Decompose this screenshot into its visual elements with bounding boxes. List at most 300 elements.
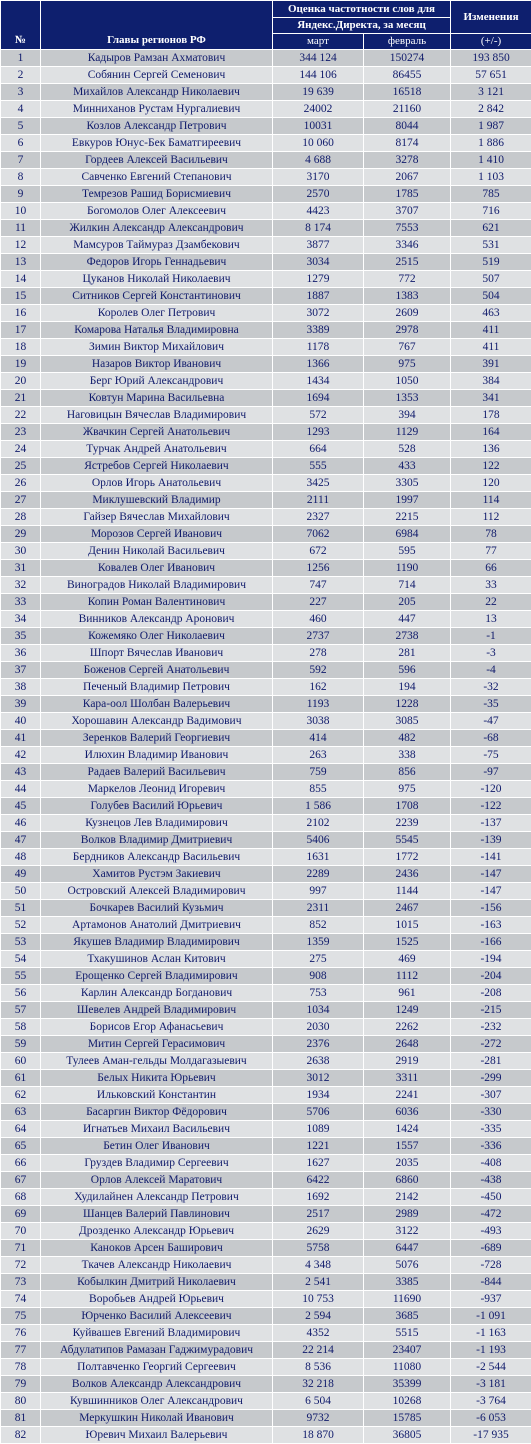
february-value: 338: [364, 747, 451, 764]
row-number: 15: [1, 288, 41, 305]
table-row: [1, 1036, 531, 1053]
change-value: -493: [451, 1223, 531, 1240]
february-value: 975: [364, 356, 451, 373]
change-value: -272: [451, 1036, 531, 1053]
change-value: 112: [451, 509, 531, 526]
change-value: -35: [451, 696, 531, 713]
governor-name: Козлов Александр Петрович: [41, 118, 273, 135]
row-number: 11: [1, 220, 41, 237]
february-value: 2436: [364, 866, 451, 883]
change-value: -307: [451, 1087, 531, 1104]
change-value: -204: [451, 968, 531, 985]
governor-name: Бердников Александр Васильевич: [41, 849, 273, 866]
row-number: 64: [1, 1121, 41, 1138]
change-value: -163: [451, 917, 531, 934]
change-value: -4: [451, 662, 531, 679]
february-value: 856: [364, 764, 451, 781]
february-value: 1353: [364, 390, 451, 407]
march-value: 1934: [273, 1087, 364, 1104]
table-body: [1, 50, 531, 1444]
change-value: 3 121: [451, 84, 531, 101]
row-number: 14: [1, 271, 41, 288]
row-number: 27: [1, 492, 41, 509]
governor-name: Борисов Егор Афанасьевич: [41, 1019, 273, 1036]
row-number: 81: [1, 1410, 41, 1427]
table-row: [1, 696, 531, 713]
governor-name: Груздев Владимир Сергеевич: [41, 1155, 273, 1172]
row-number: 22: [1, 407, 41, 424]
table-row: [1, 237, 531, 254]
change-value: -336: [451, 1138, 531, 1155]
february-value: 3305: [364, 475, 451, 492]
change-value: -281: [451, 1053, 531, 1070]
governor-name: Голубев Василий Юрьевич: [41, 798, 273, 815]
change-value: -68: [451, 730, 531, 747]
february-value: 3385: [364, 1274, 451, 1291]
row-number: 70: [1, 1223, 41, 1240]
march-value: 6422: [273, 1172, 364, 1189]
governor-name: Мамсуров Таймураз Дзамбекович: [41, 237, 273, 254]
february-value: 2467: [364, 900, 451, 917]
row-number: 21: [1, 390, 41, 407]
governor-name: Белых Никита Юрьевич: [41, 1070, 273, 1087]
governor-name: Винников Александр Аронович: [41, 611, 273, 628]
change-value: -141: [451, 849, 531, 866]
february-value: 1015: [364, 917, 451, 934]
february-value: 1144: [364, 883, 451, 900]
table-row: [1, 798, 531, 815]
february-value: 8174: [364, 135, 451, 152]
row-number: 26: [1, 475, 41, 492]
march-value: 1089: [273, 1121, 364, 1138]
february-value: 2738: [364, 628, 451, 645]
change-value: -728: [451, 1257, 531, 1274]
table-row: [1, 1155, 531, 1172]
change-value: 1 886: [451, 135, 531, 152]
change-value: -156: [451, 900, 531, 917]
row-number: 76: [1, 1325, 41, 1342]
march-value: 1034: [273, 1002, 364, 1019]
february-value: 5545: [364, 832, 451, 849]
march-value: 1178: [273, 339, 364, 356]
governor-name: Печеный Владимир Петрович: [41, 679, 273, 696]
march-value: 3034: [273, 254, 364, 271]
march-value: 10031: [273, 118, 364, 135]
march-value: 2327: [273, 509, 364, 526]
february-value: 767: [364, 339, 451, 356]
february-value: 1772: [364, 849, 451, 866]
row-number: 45: [1, 798, 41, 815]
row-number: 8: [1, 169, 41, 186]
row-number: 56: [1, 985, 41, 1002]
row-number: 29: [1, 526, 41, 543]
february-value: 1785: [364, 186, 451, 203]
table-row: [1, 118, 531, 135]
governor-name: Ильковский Константин: [41, 1087, 273, 1104]
march-value: 2289: [273, 866, 364, 883]
february-value: 2262: [364, 1019, 451, 1036]
february-value: 1997: [364, 492, 451, 509]
table-row: [1, 220, 531, 237]
march-value: 1221: [273, 1138, 364, 1155]
february-value: 772: [364, 271, 451, 288]
february-value: 433: [364, 458, 451, 475]
governor-name: Гайзер Вячеслав Михайлович: [41, 509, 273, 526]
change-value: -232: [451, 1019, 531, 1036]
header-estimate-line2: Яндекс.Директа, за месяц: [273, 18, 451, 34]
march-value: 32 218: [273, 1376, 364, 1393]
governor-name: Королев Олег Петрович: [41, 305, 273, 322]
table-row: [1, 764, 531, 781]
table-row: [1, 1342, 531, 1359]
february-value: 2142: [364, 1189, 451, 1206]
march-value: 4423: [273, 203, 364, 220]
table-row: [1, 475, 531, 492]
governor-name: Морозов Сергей Иванович: [41, 526, 273, 543]
governor-name: Абдулатипов Рамазан Гаджимурадович: [41, 1342, 273, 1359]
row-number: 40: [1, 713, 41, 730]
governor-name: Ковалев Олег Иванович: [41, 560, 273, 577]
row-number: 44: [1, 781, 41, 798]
governor-name: Миклушевский Владимир: [41, 492, 273, 509]
table-row: [1, 577, 531, 594]
row-number: 63: [1, 1104, 41, 1121]
table-row: [1, 730, 531, 747]
change-value: 120: [451, 475, 531, 492]
change-value: -32: [451, 679, 531, 696]
march-value: 2638: [273, 1053, 364, 1070]
table-row: [1, 254, 531, 271]
change-value: -166: [451, 934, 531, 951]
governor-name: Шевелев Андрей Владимирович: [41, 1002, 273, 1019]
table-row: [1, 101, 531, 118]
march-value: 5758: [273, 1240, 364, 1257]
table-row: [1, 84, 531, 101]
table-row: [1, 560, 531, 577]
march-value: 263: [273, 747, 364, 764]
february-value: 23407: [364, 1342, 451, 1359]
change-value: -137: [451, 815, 531, 832]
row-number: 52: [1, 917, 41, 934]
february-value: 447: [364, 611, 451, 628]
march-value: 144 106: [273, 67, 364, 84]
february-value: 150274: [364, 50, 451, 67]
february-value: 36805: [364, 1427, 451, 1444]
change-value: -3 764: [451, 1393, 531, 1410]
february-value: 596: [364, 662, 451, 679]
table-row: [1, 288, 531, 305]
march-value: 1 586: [273, 798, 364, 815]
row-number: 62: [1, 1087, 41, 1104]
change-value: -139: [451, 832, 531, 849]
row-number: 32: [1, 577, 41, 594]
governor-name: Кувшинников Олег Александрович: [41, 1393, 273, 1410]
table-row: [1, 543, 531, 560]
row-number: 55: [1, 968, 41, 985]
march-value: 3389: [273, 322, 364, 339]
change-value: -147: [451, 883, 531, 900]
row-number: 46: [1, 815, 41, 832]
change-value: -335: [451, 1121, 531, 1138]
march-value: 3038: [273, 713, 364, 730]
table-row: [1, 67, 531, 84]
governor-name: Берг Юрий Александрович: [41, 373, 273, 390]
header-changes-unit: (+/-): [451, 34, 531, 50]
march-value: 278: [273, 645, 364, 662]
table-row: [1, 594, 531, 611]
change-value: -1 091: [451, 1308, 531, 1325]
governor-name: Ситников Сергей Константинович: [41, 288, 273, 305]
march-value: 2311: [273, 900, 364, 917]
row-number: 4: [1, 101, 41, 118]
governor-name: Жвачкин Сергей Анатольевич: [41, 424, 273, 441]
row-number: 82: [1, 1427, 41, 1444]
row-number: 59: [1, 1036, 41, 1053]
table-row: [1, 628, 531, 645]
table-row: [1, 424, 531, 441]
march-value: 4 348: [273, 1257, 364, 1274]
table-row: [1, 934, 531, 951]
change-value: -208: [451, 985, 531, 1002]
table-row: [1, 1189, 531, 1206]
table-row: [1, 1138, 531, 1155]
row-number: 65: [1, 1138, 41, 1155]
march-value: 1694: [273, 390, 364, 407]
february-value: 3311: [364, 1070, 451, 1087]
governor-name: Боженов Сергей Анатольевич: [41, 662, 273, 679]
change-value: 1 987: [451, 118, 531, 135]
row-number: 51: [1, 900, 41, 917]
march-value: 6 504: [273, 1393, 364, 1410]
change-value: -450: [451, 1189, 531, 1206]
row-number: 57: [1, 1002, 41, 1019]
change-value: -215: [451, 1002, 531, 1019]
change-value: -2 544: [451, 1359, 531, 1376]
governor-name: Федоров Игорь Геннадьевич: [41, 254, 273, 271]
february-value: 1383: [364, 288, 451, 305]
row-number: 48: [1, 849, 41, 866]
table-row: [1, 356, 531, 373]
change-value: 33: [451, 577, 531, 594]
table-row: [1, 1223, 531, 1240]
row-number: 43: [1, 764, 41, 781]
governor-name: Ткачев Александр Николаевич: [41, 1257, 273, 1274]
march-value: 9732: [273, 1410, 364, 1427]
row-number: 72: [1, 1257, 41, 1274]
february-value: 16518: [364, 84, 451, 101]
table-row: [1, 1053, 531, 1070]
change-value: -472: [451, 1206, 531, 1223]
table-row: [1, 1002, 531, 1019]
march-value: 1256: [273, 560, 364, 577]
governor-name: Орлов Игорь Анатольевич: [41, 475, 273, 492]
table-row: [1, 1087, 531, 1104]
table-row: [1, 135, 531, 152]
march-value: 1887: [273, 288, 364, 305]
change-value: 341: [451, 390, 531, 407]
march-value: 1293: [273, 424, 364, 441]
governor-name: Худилайнен Александр Петрович: [41, 1189, 273, 1206]
change-value: 193 850: [451, 50, 531, 67]
february-value: 2035: [364, 1155, 451, 1172]
change-value: -122: [451, 798, 531, 815]
header-march: март: [273, 34, 364, 50]
table-row: [1, 322, 531, 339]
february-value: 7553: [364, 220, 451, 237]
march-value: 664: [273, 441, 364, 458]
governor-name: Денин Николай Васильевич: [41, 543, 273, 560]
governor-name: Минниханов Рустам Нургалиевич: [41, 101, 273, 118]
row-number: 37: [1, 662, 41, 679]
change-value: 164: [451, 424, 531, 441]
governor-name: Тхакушинов Аслан Китович: [41, 951, 273, 968]
governor-name: Юрченко Василий Алексеевич: [41, 1308, 273, 1325]
governor-name: Ястребов Сергей Николаевич: [41, 458, 273, 475]
february-value: 961: [364, 985, 451, 1002]
governor-name: Хорошавин Александр Вадимович: [41, 713, 273, 730]
change-value: -438: [451, 1172, 531, 1189]
change-value: 22: [451, 594, 531, 611]
table-row: [1, 339, 531, 356]
february-value: 1190: [364, 560, 451, 577]
march-value: 10 753: [273, 1291, 364, 1308]
change-value: -47: [451, 713, 531, 730]
governor-name: Зимин Виктор Михайлович: [41, 339, 273, 356]
march-value: 572: [273, 407, 364, 424]
row-number: 20: [1, 373, 41, 390]
february-value: 1708: [364, 798, 451, 815]
march-value: 3072: [273, 305, 364, 322]
table-row: [1, 968, 531, 985]
governor-name: Кузнецов Лев Владимирович: [41, 815, 273, 832]
table-row: [1, 1206, 531, 1223]
row-number: 78: [1, 1359, 41, 1376]
february-value: 1525: [364, 934, 451, 951]
table-row: [1, 883, 531, 900]
february-value: 3685: [364, 1308, 451, 1325]
row-number: 5: [1, 118, 41, 135]
row-number: 30: [1, 543, 41, 560]
table-row: [1, 373, 531, 390]
table-row: [1, 849, 531, 866]
march-value: 3012: [273, 1070, 364, 1087]
row-number: 66: [1, 1155, 41, 1172]
table-row: [1, 866, 531, 883]
row-number: 73: [1, 1274, 41, 1291]
table-row: [1, 917, 531, 934]
governor-name: Наговицын Вячеслав Владимирович: [41, 407, 273, 424]
march-value: 1366: [273, 356, 364, 373]
february-value: 281: [364, 645, 451, 662]
row-number: 12: [1, 237, 41, 254]
february-value: 6447: [364, 1240, 451, 1257]
table-row: [1, 832, 531, 849]
row-number: 58: [1, 1019, 41, 1036]
table-row: [1, 509, 531, 526]
march-value: 8 536: [273, 1359, 364, 1376]
change-value: 122: [451, 458, 531, 475]
february-value: 2609: [364, 305, 451, 322]
march-value: 2517: [273, 1206, 364, 1223]
row-number: 33: [1, 594, 41, 611]
change-value: 384: [451, 373, 531, 390]
february-value: 2067: [364, 169, 451, 186]
governor-name: Богомолов Олег Алексеевич: [41, 203, 273, 220]
table-row: [1, 1427, 531, 1444]
february-value: 2978: [364, 322, 451, 339]
table-row: [1, 1019, 531, 1036]
march-value: 24002: [273, 101, 364, 118]
table-row: [1, 985, 531, 1002]
march-value: 22 214: [273, 1342, 364, 1359]
row-number: 28: [1, 509, 41, 526]
row-number: 31: [1, 560, 41, 577]
march-value: 2376: [273, 1036, 364, 1053]
change-value: 411: [451, 322, 531, 339]
february-value: 714: [364, 577, 451, 594]
table-row: [1, 152, 531, 169]
change-value: -147: [451, 866, 531, 883]
change-value: -194: [451, 951, 531, 968]
table-row: [1, 169, 531, 186]
governor-name: Копин Роман Валентинович: [41, 594, 273, 611]
march-value: 2030: [273, 1019, 364, 1036]
march-value: 759: [273, 764, 364, 781]
row-number: 3: [1, 84, 41, 101]
march-value: 4 688: [273, 152, 364, 169]
row-number: 50: [1, 883, 41, 900]
table-row: [1, 1376, 531, 1393]
governor-name: Орлов Алексей Маратович: [41, 1172, 273, 1189]
governor-name: Дрозденко Александр Юрьевич: [41, 1223, 273, 1240]
governor-name: Карлин Александр Богданович: [41, 985, 273, 1002]
table-row: [1, 1121, 531, 1138]
governor-name: Ерощенко Сергей Владимирович: [41, 968, 273, 985]
march-value: 10 060: [273, 135, 364, 152]
february-value: 2515: [364, 254, 451, 271]
february-value: 975: [364, 781, 451, 798]
march-value: 7062: [273, 526, 364, 543]
governor-name: Волков Владимир Дмитриевич: [41, 832, 273, 849]
table-row: [1, 900, 531, 917]
february-value: 3122: [364, 1223, 451, 1240]
table-row: [1, 1104, 531, 1121]
row-number: 17: [1, 322, 41, 339]
governor-name: Бочкарев Василий Кузьмич: [41, 900, 273, 917]
governor-name: Каноков Арсен Баширович: [41, 1240, 273, 1257]
table-row: [1, 407, 531, 424]
table-row: [1, 645, 531, 662]
row-number: 2: [1, 67, 41, 84]
header-estimate-line1: Оценка частотности слов для: [273, 1, 451, 18]
march-value: 1631: [273, 849, 364, 866]
change-value: 1 410: [451, 152, 531, 169]
table-row: [1, 1359, 531, 1376]
february-value: 6036: [364, 1104, 451, 1121]
february-value: 11690: [364, 1291, 451, 1308]
row-number: 7: [1, 152, 41, 169]
change-value: 391: [451, 356, 531, 373]
table-row: [1, 815, 531, 832]
february-value: 2919: [364, 1053, 451, 1070]
march-value: 1279: [273, 271, 364, 288]
february-value: 469: [364, 951, 451, 968]
march-value: 1193: [273, 696, 364, 713]
change-value: 178: [451, 407, 531, 424]
march-value: 1627: [273, 1155, 364, 1172]
change-value: 78: [451, 526, 531, 543]
march-value: 2 541: [273, 1274, 364, 1291]
